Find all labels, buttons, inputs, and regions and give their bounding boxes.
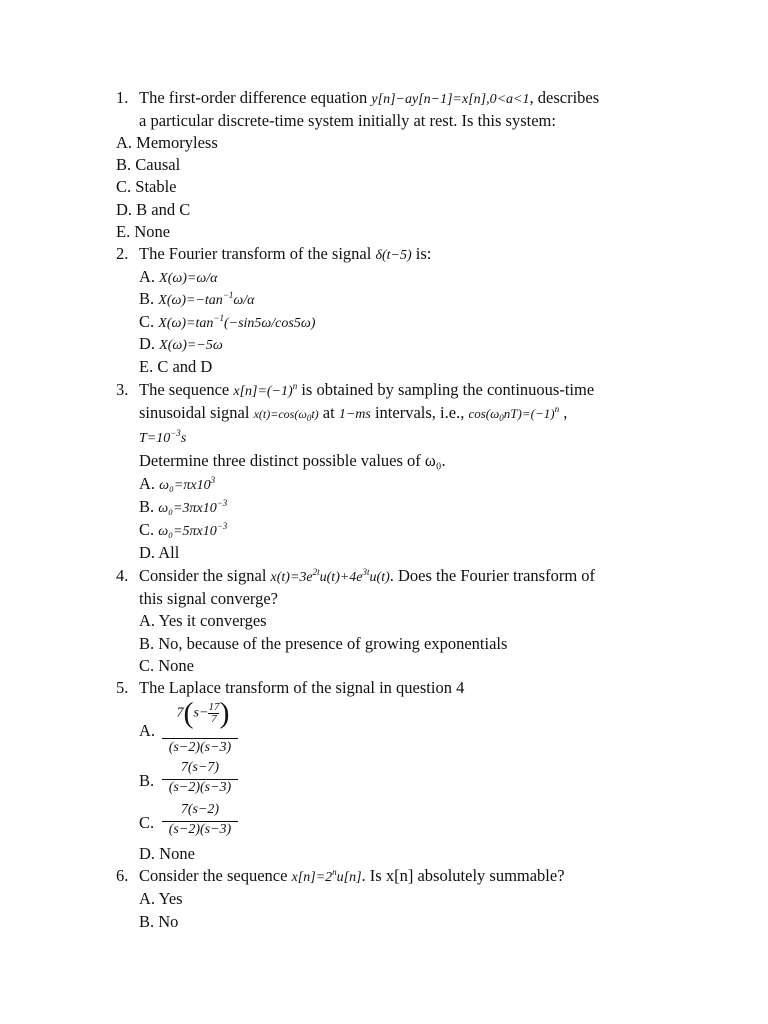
q3-stem-line4: Determine three distinct possible values of ω₀. [139, 451, 446, 470]
q3-period: $T=10^{-3}s$ [139, 428, 187, 446]
q1-stem-line2: a particular discrete-time system initially at rest. Is this system: [139, 111, 556, 130]
q1-option-b: B. Causal [116, 155, 181, 174]
q3-option-c: C. $\omega_0=5\pi x10^{-3}$ [139, 520, 228, 539]
q5-option-a-fraction: 7(s− $\frac{17}{7}$ ) (s−2)(s−3) [162, 700, 238, 760]
q3-stem: The sequence $x[n]=(-1)^n$ is obtained by sampling the continuous-time [139, 380, 595, 399]
q3-option-a: A. $\omega_0=\pi x10^3$ [139, 474, 216, 493]
q5-number: 5. [116, 678, 129, 697]
q4-option-c: C. None [139, 656, 195, 675]
q6-option-b: B. No [139, 912, 179, 931]
q5-option-c-label: C. [139, 813, 155, 832]
q6-stem: Consider the sequence $x[n]=2^nu[n]$. Is x[n] absolutely summable? [139, 866, 565, 885]
q4-option-b: B. No, because of the presence of growing exponentials [139, 634, 508, 653]
q2-option-d: D. X(ω)=−5ω [139, 334, 223, 353]
q1-option-d: D. B and C [116, 200, 191, 219]
q1-option-c: C. Stable [116, 177, 177, 196]
q5-option-a-label: A. [139, 721, 156, 740]
q2-stem: The Fourier transform of the signal δ(t−5) is: [139, 244, 432, 263]
q1-number: 1. [116, 88, 129, 107]
q2-number: 2. [116, 244, 129, 263]
q5-stem: The Laplace transform of the signal in question 4 [139, 678, 465, 697]
q1-stem: The first-order difference equation y[n]−ay[n−1]=x[n],0<a<1, describes [139, 88, 600, 107]
q5-option-b-fraction: 7(s−7) (s−2)(s−3) [162, 760, 238, 800]
q4-option-a: A. Yes it converges [139, 611, 267, 630]
q1-option-a: A. Memoryless [116, 133, 218, 152]
q5-option-b-label: B. [139, 771, 155, 790]
q4-stem: Consider the signal $x(t)=3e^{2t}u(t)+4e^{3t}u(t)$. Does the Fourier transform of [139, 566, 596, 585]
q3-number: 3. [116, 380, 129, 399]
q1-equation: y[n]−ay[n−1]=x[n],0<a<1 [371, 92, 530, 107]
q2-option-a: A. X(ω)=ω/α [139, 267, 218, 286]
q4-stem-line2: this signal converge? [139, 589, 278, 608]
q4-number: 4. [116, 566, 129, 585]
q3-option-b: B. $\omega_0=3\pi x10^{-3}$ [139, 497, 228, 516]
q2-option-b: B. $X(\omega)=-\tan^{-1}\omega/\alpha$ [139, 289, 255, 308]
q3-stem-line2: sinusoidal signal $x(t)=\cos(\omega_0t)$ at 1−ms intervals, i.e., $\cos(\omega_0nT)=(-1)^n$ , [139, 403, 568, 423]
q6-number: 6. [116, 866, 129, 885]
q5-option-d: D. None [139, 844, 195, 863]
q1-option-e: E. None [116, 222, 171, 241]
q2-option-c: C. $X(\omega)=\tan^{-1}(-\sin 5\omega/\cos 5\omega)$ [139, 312, 316, 331]
q2-option-e: E. C and D [139, 357, 213, 376]
q6-option-a: A. Yes [139, 889, 183, 908]
q3-option-d: D. All [139, 543, 180, 562]
q2-equation: δ(t−5) [375, 248, 412, 263]
q5-option-c-fraction: 7(s−2) (s−2)(s−3) [162, 802, 238, 842]
